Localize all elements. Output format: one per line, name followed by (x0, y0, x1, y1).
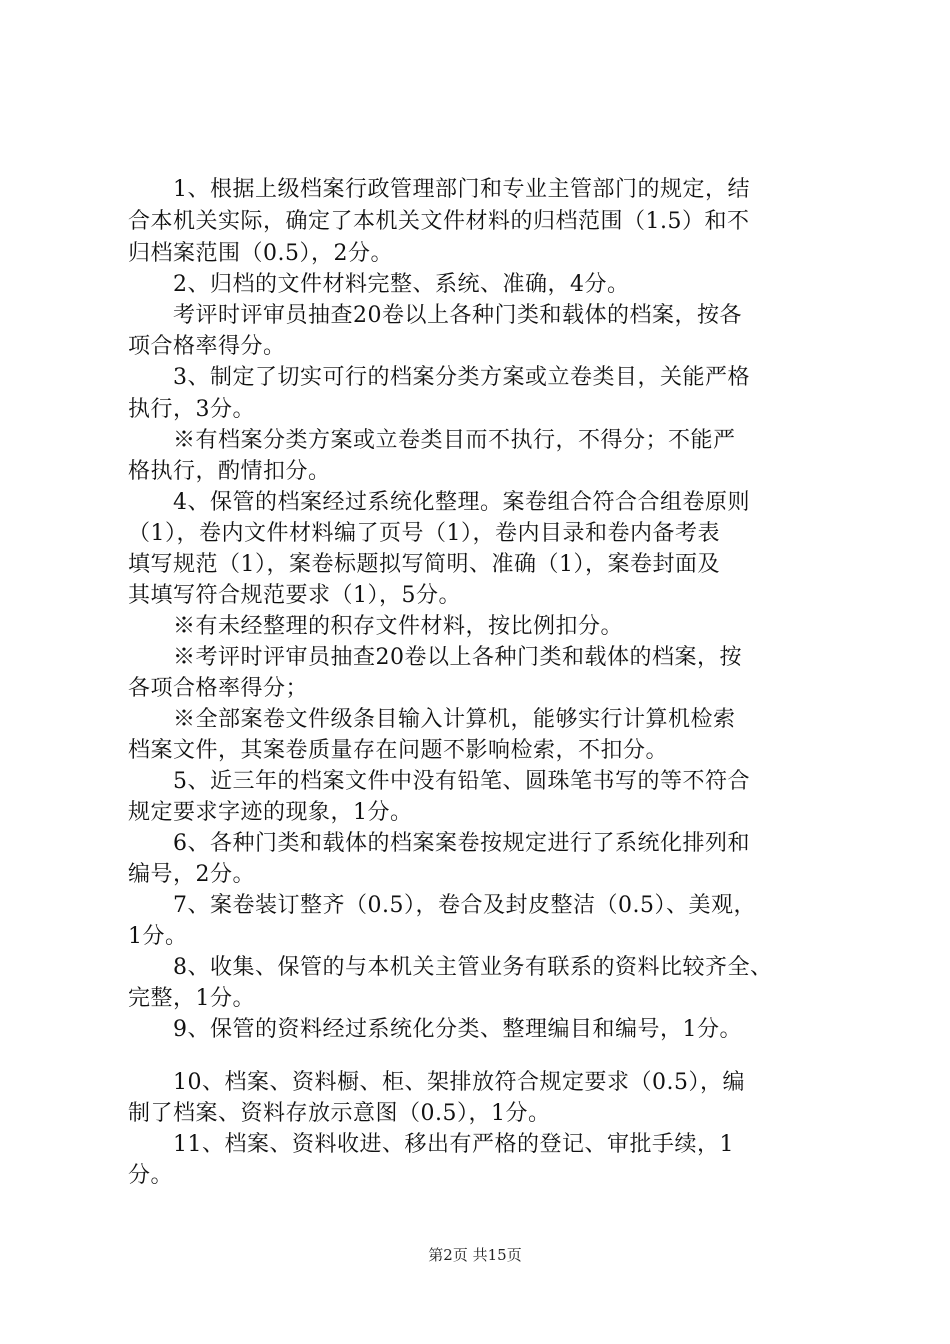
text-line: 项合格率得分。 (128, 334, 286, 359)
text-line: ※考评时评审员抽查20卷以上各种门类和载体的档案，按 (128, 645, 742, 670)
page-number-footer: 第2页 共15页 (428, 1246, 522, 1264)
text-line: 1、根据上级档案行政管理部门和专业主管部门的规定，结 (128, 177, 750, 202)
text-line: 9、保管的资料经过系统化分类、整理编目和编号，1分。 (128, 1017, 742, 1042)
text-line: 规定要求字迹的现象，1分。 (128, 800, 413, 825)
text-line: 4、保管的档案经过系统化整理。案卷组合符合合组卷原则 (128, 490, 750, 515)
text-line: 格执行，酌情扣分。 (128, 459, 331, 484)
text-line: 3、制定了切实可行的档案分类方案或立卷类目，关能严格 (128, 365, 750, 390)
text-line: ※有档案分类方案或立卷类目而不执行，不得分；不能严 (128, 428, 736, 453)
text-line: 执行，3分。 (128, 397, 255, 422)
text-line: 编号，2分。 (128, 862, 255, 887)
text-line: 考评时评审员抽查20卷以上各种门类和载体的档案，按各 (128, 303, 742, 328)
text-line: 其填写符合规范要求（1），5分。 (128, 583, 461, 608)
text-line: 完整，1分。 (128, 986, 255, 1011)
text-line: 填写规范（1），案卷标题拟写简明、准确（1），案卷封面及 (128, 552, 720, 577)
text-line: 合本机关实际，确定了本机关文件材料的归档范围（1.5）和不 (128, 209, 750, 234)
text-line: 10、档案、资料橱、柜、架排放符合规定要求（0.5），编 (128, 1070, 745, 1095)
text-line: 分。 (128, 1163, 174, 1188)
text-line: 8、收集、保管的与本机关主管业务有联系的资料比较齐全、 (128, 955, 773, 980)
text-line: 归档案范围（0.5），2分。 (128, 241, 393, 266)
text-line: 6、各种门类和载体的档案案卷按规定进行了系统化排列和 (128, 831, 750, 856)
text-line: 1分。 (128, 924, 188, 949)
text-line: ※全部案卷文件级条目输入计算机，能够实行计算机检索 (128, 707, 736, 732)
text-line: （1），卷内文件材料编了页号（1），卷内目录和卷内备考表 (128, 521, 720, 546)
text-line: ※有未经整理的积存文件材料，按比例扣分。 (128, 614, 624, 639)
text-line: 档案文件，其案卷质量存在问题不影响检索，不扣分。 (128, 738, 669, 763)
text-line: 各项合格率得分； (128, 676, 309, 701)
text-line: 2、归档的文件材料完整、系统、准确，4分。 (128, 272, 630, 297)
text-line: 7、案卷装订整齐（0.5），卷合及封皮整洁（0.5）、美观， (128, 893, 756, 918)
text-line: 制了档案、资料存放示意图（0.5），1分。 (128, 1101, 551, 1126)
text-line: 5、近三年的档案文件中没有铅笔、圆珠笔书写的等不符合 (128, 769, 750, 794)
text-line: 11、档案、资料收进、移出有严格的登记、审批手续，1 (128, 1132, 734, 1157)
